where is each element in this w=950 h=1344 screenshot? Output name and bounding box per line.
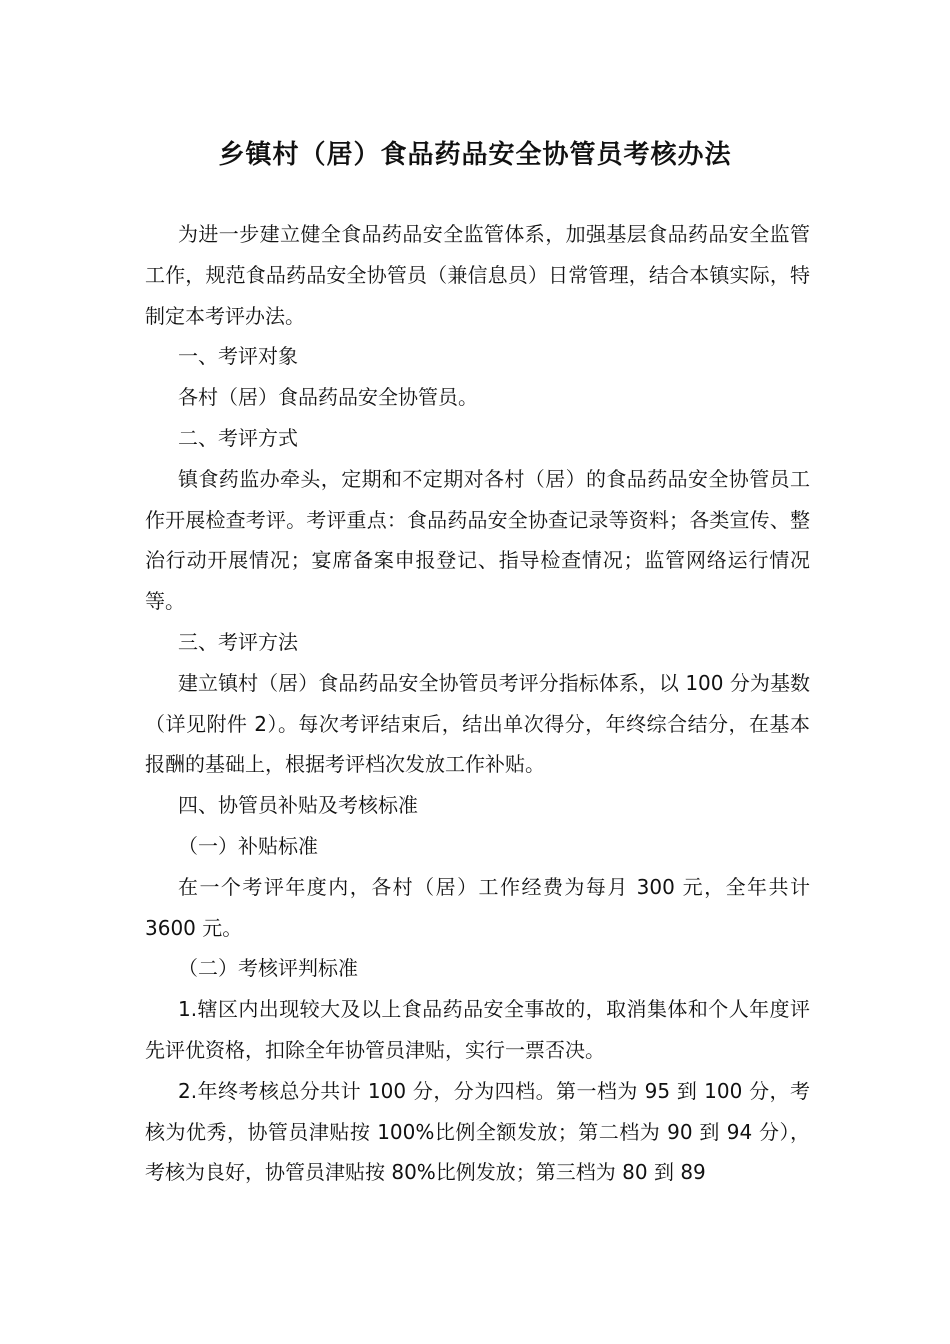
subsection-heading-1: （一）补贴标准 <box>178 833 318 858</box>
subsection-heading-2: （二）考核评判标准 <box>178 956 358 981</box>
section-heading-4: 四、协管员补贴及考核标准 <box>178 793 418 818</box>
section-body-1: 各村（居）食品药品安全协管员。 <box>178 385 478 410</box>
intro-paragraph: 为进一步建立健全食品药品安全监管体系，加强基层食品药品安全监管工作，规范食品药品安全协管员（兼信息员）日常管理，结合本镇实际，特制定本考评办法。 <box>145 222 810 328</box>
section-heading-2: 二、考评方式 <box>178 425 298 450</box>
criteria-item-1: 1.辖区内出现较大及以上食品药品安全事故的，取消集体和个人年度评先评优资格，扣除全年协管员津贴，实行一票否决。 <box>145 997 810 1062</box>
section-body-3: 建立镇村（居）食品药品安全协管员考评分指标体系，以 100 分为基数（详见附件 2）。每次考评结束后，结出单次得分，年终综合结分，在基本报酬的基础上，根据考评档次发放工作补贴。 <box>145 670 810 777</box>
section-body-2: 镇食药监办牵头，定期和不定期对各村（居）的食品药品安全协管员工作开展检查考评。考评重点：食品药品安全协查记录等资料；各类宣传、整治行动开展情况；宴席备案申报登记、指导检查情况；监管网络运行情况等。 <box>145 466 810 614</box>
criteria-item-2: 2.年终考核总分共计 100 分，分为四档。第一档为 95 到 100 分，考核为优秀，协管员津贴按 100%比例全额发放；第二档为 90 到 94 分），考核为良好，协管员津贴按 80%比例发放；第三档为 80 到 89 <box>145 1078 810 1185</box>
section-heading-3: 三、考评方法 <box>178 629 298 654</box>
document-body <box>145 214 810 1193</box>
document-title: 乡镇村（居）食品药品安全协管员考核办法 <box>218 140 732 170</box>
section-heading-1: 一、考评对象 <box>178 344 298 369</box>
subsection-body-1: 在一个考评年度内，各村（居）工作经费为每月 300 元，全年共计 3600 元。 <box>145 874 810 940</box>
